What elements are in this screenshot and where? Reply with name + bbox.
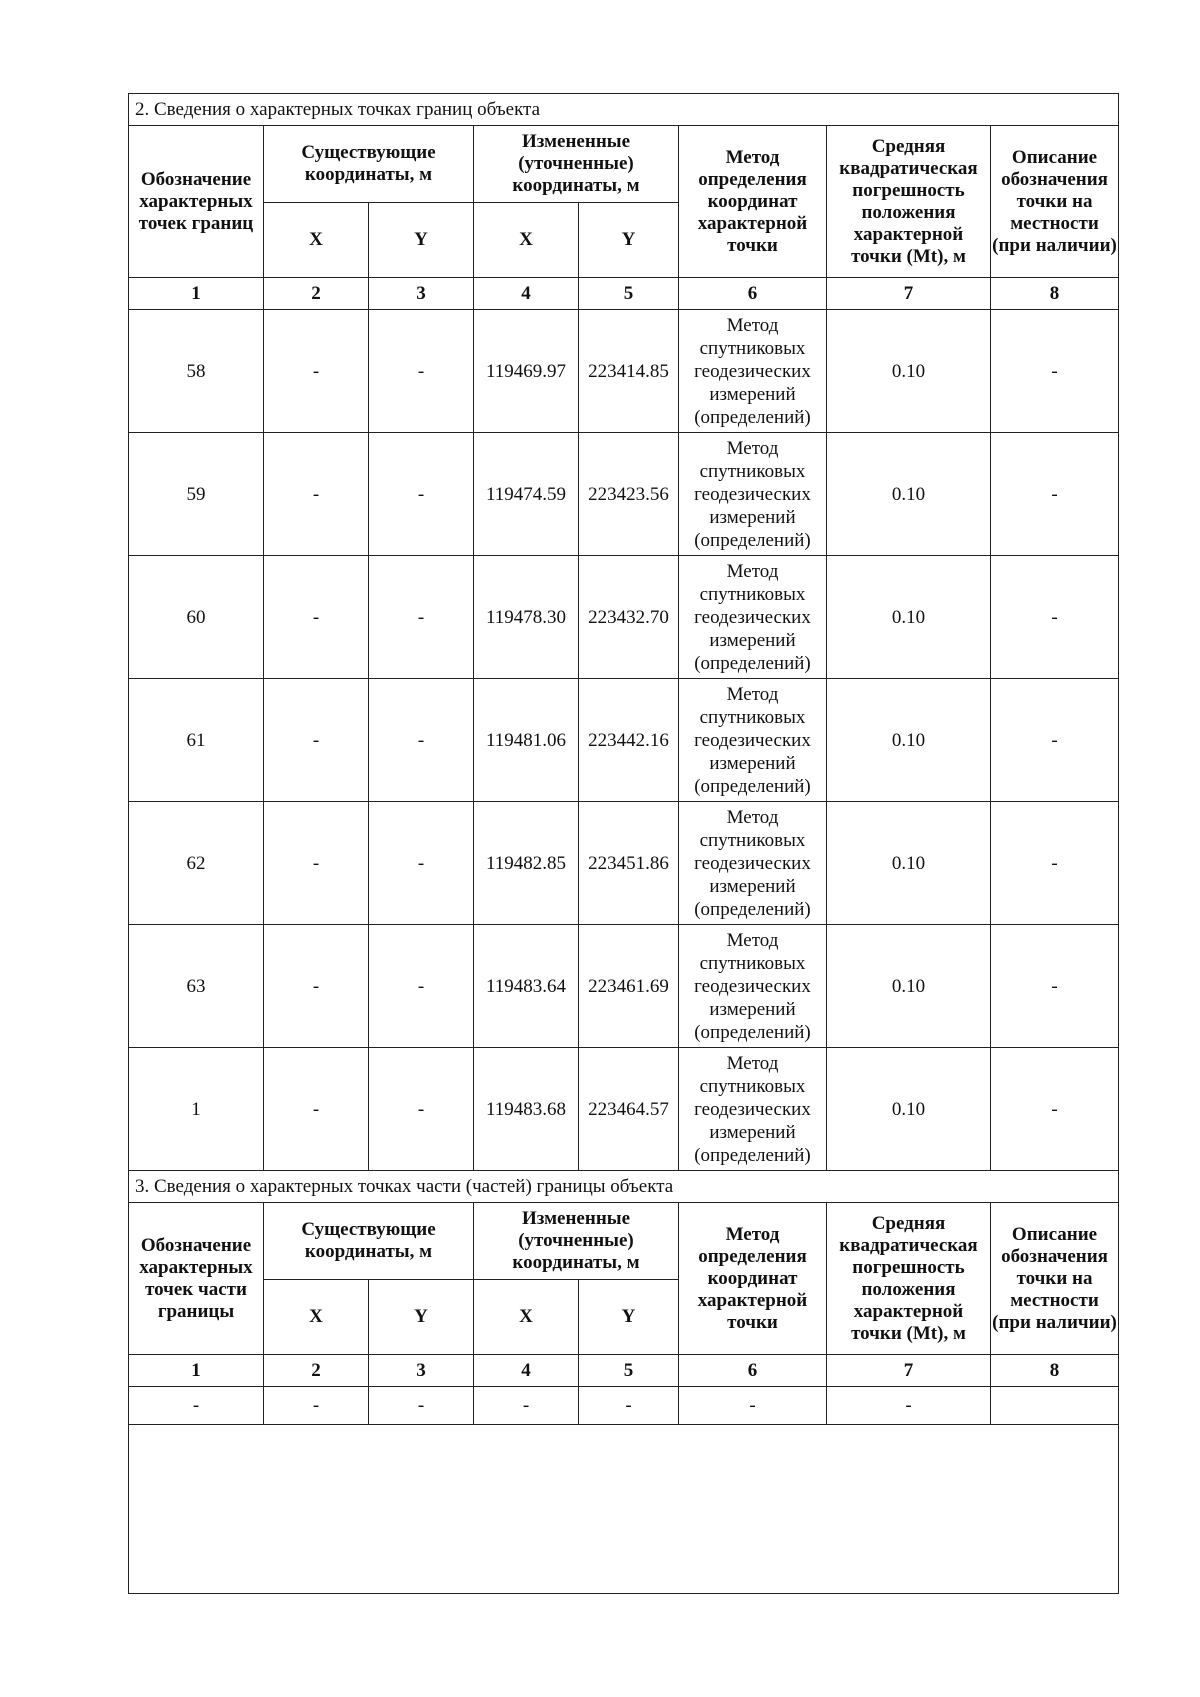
column-number: 4 (474, 278, 579, 310)
description-value: - (991, 1048, 1119, 1171)
document-page (128, 93, 1118, 1594)
method-value: Метод спутниковых геодезических измерений (определений) (679, 679, 827, 802)
s3-header-changed: Измененные (уточненные) координаты, м (474, 1203, 679, 1280)
method-value: Метод спутниковых геодезических измерений (определений) (679, 556, 827, 679)
column-number: 7 (827, 1355, 991, 1387)
changed-x-value: 119483.64 (474, 925, 579, 1048)
changed-y-value: - (579, 1387, 679, 1425)
section3-title: 3. Сведения о характерных точках части (частей) границы объекта (129, 1171, 1119, 1203)
s3-header-changed-x: X (474, 1280, 579, 1355)
header-changed: Измененные (уточненные) координаты, м (474, 126, 679, 203)
point-number: 58 (129, 310, 264, 433)
changed-x-value: 119478.30 (474, 556, 579, 679)
section2-table (128, 93, 1119, 1594)
existing-x-value: - (264, 1387, 369, 1425)
point-number: 63 (129, 925, 264, 1048)
column-number: 5 (579, 278, 679, 310)
table-row (129, 433, 1119, 556)
changed-x-value: 119483.68 (474, 1048, 579, 1171)
method-value: - (679, 1387, 827, 1425)
changed-y-value: 223461.69 (579, 925, 679, 1048)
s3-column-number-row (129, 1355, 1119, 1387)
existing-y-value: - (369, 925, 474, 1048)
description-value: - (991, 556, 1119, 679)
s3-header-designation: Обозначение характерных точек части границы (129, 1203, 264, 1355)
table-row (129, 679, 1119, 802)
mt-value: 0.10 (827, 433, 991, 556)
existing-x-value: - (264, 556, 369, 679)
s3-header-error: Средняя квадратическая погрешность положения характерной точки (Mt), м (827, 1203, 991, 1355)
column-number-row (129, 278, 1119, 310)
existing-y-value: - (369, 1048, 474, 1171)
existing-x-value: - (264, 433, 369, 556)
existing-x-value: - (264, 310, 369, 433)
s3-header-description: Описание обозначения точки на местности (при наличии) (991, 1203, 1119, 1355)
column-number: 2 (264, 278, 369, 310)
header-description: Описание обозначения точки на местности (при наличии) (991, 126, 1119, 278)
column-number: 4 (474, 1355, 579, 1387)
column-number: 1 (129, 278, 264, 310)
changed-y-value: 223442.16 (579, 679, 679, 802)
table-row (129, 925, 1119, 1048)
column-number: 6 (679, 278, 827, 310)
column-number: 3 (369, 1355, 474, 1387)
section2-title: 2. Сведения о характерных точках границ объекта (129, 94, 1119, 126)
existing-x-value: - (264, 1048, 369, 1171)
table-row (129, 802, 1119, 925)
existing-y-value: - (369, 1387, 474, 1425)
method-value: Метод спутниковых геодезических измерений (определений) (679, 1048, 827, 1171)
description-value: - (991, 433, 1119, 556)
existing-y-value: - (369, 556, 474, 679)
point-number: 61 (129, 679, 264, 802)
method-value: Метод спутниковых геодезических измерений (определений) (679, 925, 827, 1048)
column-number: 8 (991, 1355, 1119, 1387)
blank-area (129, 1425, 1119, 1594)
method-value: Метод спутниковых геодезических измерений (определений) (679, 433, 827, 556)
existing-x-value: - (264, 802, 369, 925)
s3-header-changed-y: Y (579, 1280, 679, 1355)
description-value: - (991, 679, 1119, 802)
table-row (129, 1387, 1119, 1425)
s3-header-method: Метод определения координат характерной точки (679, 1203, 827, 1355)
description-value (991, 1387, 1119, 1425)
changed-y-value: 223451.86 (579, 802, 679, 925)
mt-value: 0.10 (827, 1048, 991, 1171)
header-error: Средняя квадратическая погрешность положения характерной точки (Mt), м (827, 126, 991, 278)
existing-x-value: - (264, 925, 369, 1048)
mt-value: - (827, 1387, 991, 1425)
description-value: - (991, 310, 1119, 433)
mt-value: 0.10 (827, 925, 991, 1048)
method-value: Метод спутниковых геодезических измерений (определений) (679, 310, 827, 433)
header-designation: Обозначение характерных точек границ (129, 126, 264, 278)
changed-x-value: 119482.85 (474, 802, 579, 925)
changed-y-value: 223432.70 (579, 556, 679, 679)
s3-header-existing-x: X (264, 1280, 369, 1355)
table-row (129, 1048, 1119, 1171)
point-number: 59 (129, 433, 264, 556)
existing-y-value: - (369, 679, 474, 802)
header-existing-x: X (264, 203, 369, 278)
existing-y-value: - (369, 310, 474, 433)
existing-x-value: - (264, 679, 369, 802)
point-number: - (129, 1387, 264, 1425)
description-value: - (991, 925, 1119, 1048)
existing-y-value: - (369, 802, 474, 925)
s3-header-existing-y: Y (369, 1280, 474, 1355)
changed-y-value: 223423.56 (579, 433, 679, 556)
changed-x-value: 119469.97 (474, 310, 579, 433)
column-number: 6 (679, 1355, 827, 1387)
column-number: 8 (991, 278, 1119, 310)
changed-y-value: 223414.85 (579, 310, 679, 433)
table-row (129, 556, 1119, 679)
s3-header-existing: Существующие координаты, м (264, 1203, 474, 1280)
header-changed-y: Y (579, 203, 679, 278)
column-number: 5 (579, 1355, 679, 1387)
header-existing: Существующие координаты, м (264, 126, 474, 203)
header-existing-y: Y (369, 203, 474, 278)
point-number: 60 (129, 556, 264, 679)
changed-x-value: 119481.06 (474, 679, 579, 802)
column-number: 7 (827, 278, 991, 310)
existing-y-value: - (369, 433, 474, 556)
mt-value: 0.10 (827, 679, 991, 802)
column-number: 2 (264, 1355, 369, 1387)
column-number: 3 (369, 278, 474, 310)
point-number: 1 (129, 1048, 264, 1171)
changed-y-value: 223464.57 (579, 1048, 679, 1171)
header-method: Метод определения координат характерной точки (679, 126, 827, 278)
point-number: 62 (129, 802, 264, 925)
column-number: 1 (129, 1355, 264, 1387)
table-row (129, 310, 1119, 433)
changed-x-value: 119474.59 (474, 433, 579, 556)
description-value: - (991, 802, 1119, 925)
changed-x-value: - (474, 1387, 579, 1425)
header-changed-x: X (474, 203, 579, 278)
mt-value: 0.10 (827, 310, 991, 433)
mt-value: 0.10 (827, 802, 991, 925)
method-value: Метод спутниковых геодезических измерений (определений) (679, 802, 827, 925)
mt-value: 0.10 (827, 556, 991, 679)
